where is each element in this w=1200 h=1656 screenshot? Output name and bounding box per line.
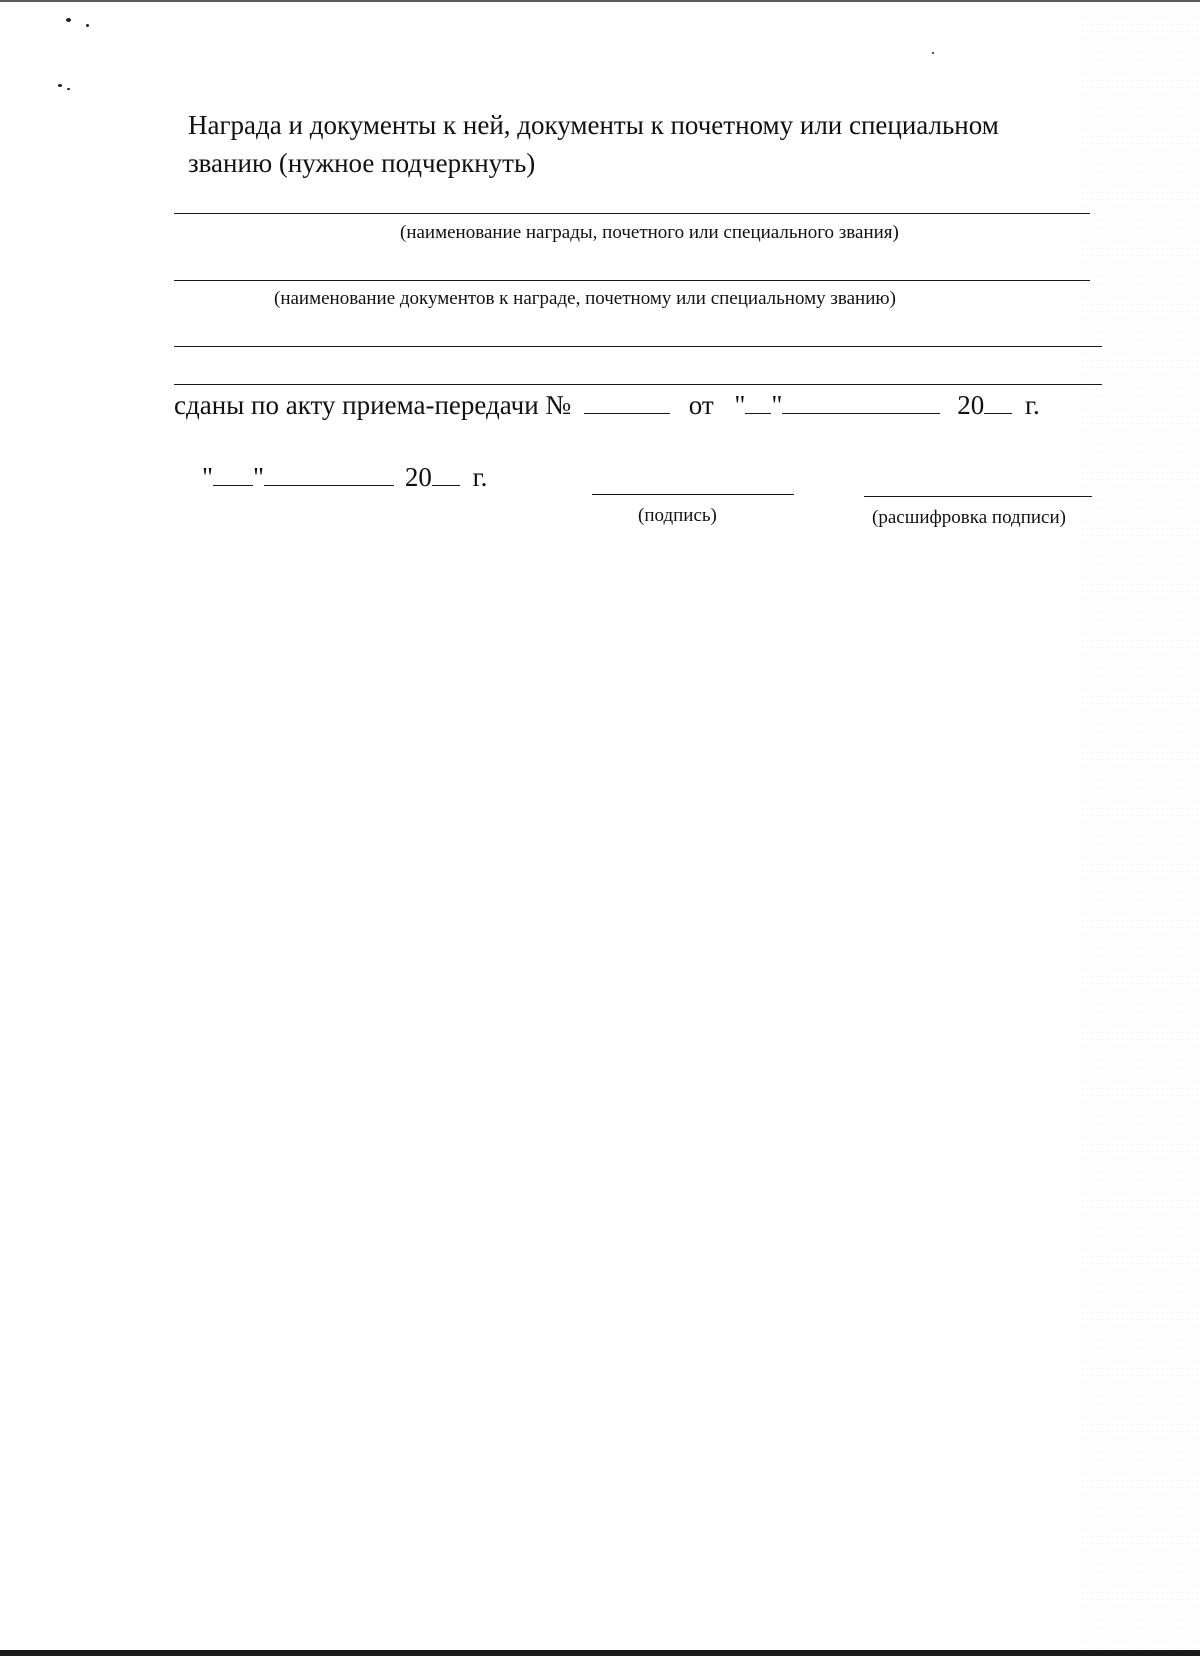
act-year-prefix: 20	[957, 390, 985, 420]
act-number-field[interactable]	[584, 391, 670, 414]
award-name-line[interactable]	[174, 213, 1090, 214]
date-day-field[interactable]	[213, 463, 253, 486]
scan-speck	[66, 18, 71, 22]
quote-open: "	[734, 390, 746, 420]
documents-name-line[interactable]	[174, 280, 1090, 281]
documents-name-caption: (наименование документов к награде, почетному или специальному званию)	[274, 288, 896, 309]
date-month-field[interactable]	[264, 463, 394, 486]
signature-caption: (подпись)	[638, 505, 717, 526]
act-year-suffix: г.	[1024, 390, 1040, 420]
transfer-act-line	[174, 390, 1040, 421]
signature-line[interactable]	[592, 494, 794, 495]
scan-speck	[932, 52, 934, 54]
signature-decoding-line[interactable]	[864, 496, 1092, 497]
act-month-field[interactable]	[782, 391, 940, 414]
date-quote-close: "	[253, 462, 265, 492]
scan-speck	[86, 24, 89, 27]
transfer-from-word: от	[688, 390, 714, 420]
signature-decoding-caption: (расшифровка подписи)	[872, 507, 1066, 528]
scan-speck	[58, 84, 62, 87]
date-quote-open: "	[202, 462, 214, 492]
award-name-caption: (наименование награды, почетного или специального звания)	[400, 222, 899, 243]
scan-speck	[67, 88, 70, 90]
act-year-field[interactable]	[984, 391, 1012, 414]
act-day-field[interactable]	[745, 391, 771, 414]
documents-extra-line-2[interactable]	[174, 384, 1102, 385]
scan-bottom-edge	[0, 1650, 1200, 1656]
scan-top-edge	[0, 0, 1200, 2]
date-year-suffix: г.	[472, 462, 488, 492]
date-year-prefix: 20	[404, 462, 432, 492]
date-year-field[interactable]	[432, 463, 460, 486]
documents-extra-line-1[interactable]	[174, 346, 1102, 347]
form-heading: Награда и документы к ней, документы к почетному или специальном званию (нужное подчеркнуть)	[188, 110, 999, 178]
date-line	[202, 462, 487, 493]
transfer-act-prefix: сданы по акту приема-передачи №	[174, 390, 572, 420]
scan-noise	[1080, 0, 1200, 1656]
quote-close: "	[771, 390, 783, 420]
